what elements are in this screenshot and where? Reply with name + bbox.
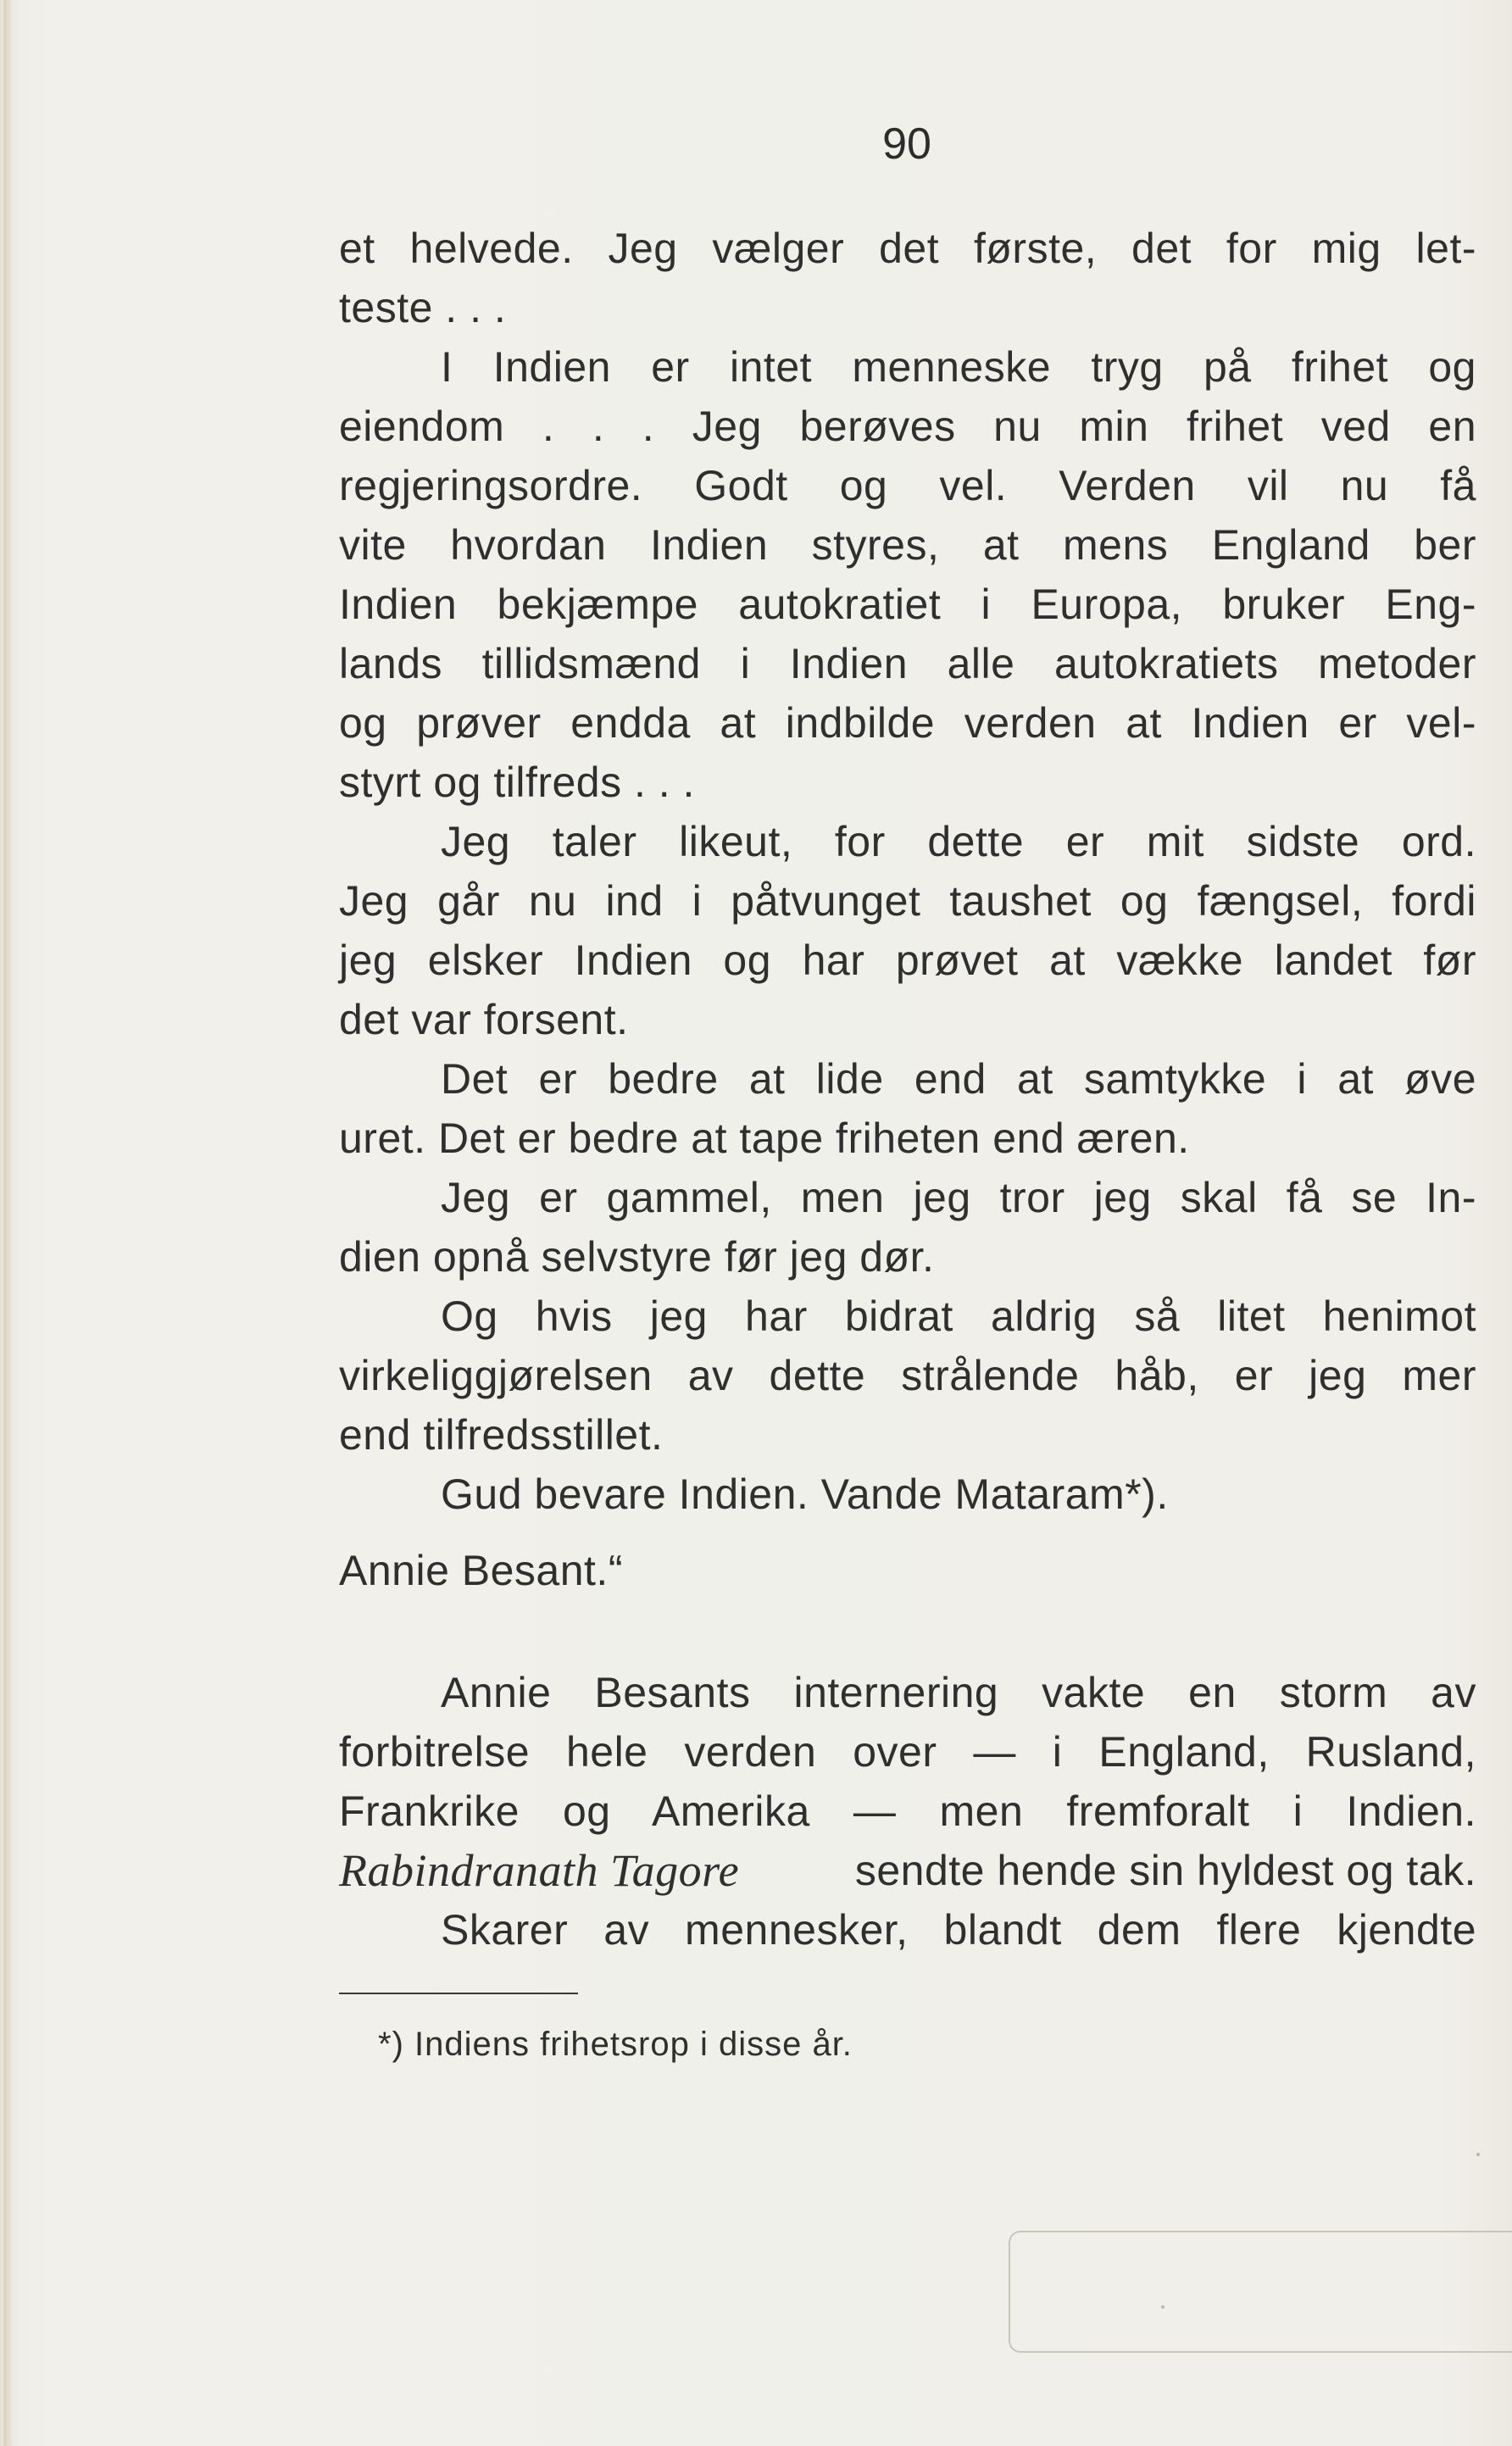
text-line: forbitrelse hele verden over — i England, Rusland,	[339, 1728, 1476, 1776]
text-line: og prøver endda at indbilde verden at Indien er vel-	[339, 699, 1476, 747]
text-line: Frankrike og Amerika — men fremforalt i Indien.	[339, 1787, 1476, 1835]
text-line: vite hvordan Indien styres, at mens England ber	[339, 521, 1476, 569]
text-line: jeg elsker Indien og har prøvet at vække landet før	[339, 937, 1476, 984]
stamp-outline	[1009, 2231, 1512, 2353]
text-line: Det er bedre at lide end at samtykke i at øve	[441, 1055, 1476, 1103]
text-line: Gud bevare Indien. Vande Mataram*).	[441, 1470, 1169, 1518]
text-line: Annie Besants internering vakte en storm av	[441, 1669, 1476, 1716]
footnote-rule	[339, 1993, 578, 1994]
footnote: *) Indiens frihetsrop i disse år.	[378, 2026, 853, 2063]
text-line-rest: sendte hende sin hyldest og tak.	[854, 1847, 1476, 1894]
text-line: Jeg taler likeut, for dette er mit sidste ord.	[441, 818, 1476, 865]
paper-speck	[1476, 2153, 1480, 2156]
text-line: eiendom . . . Jeg berøves nu min frihet ved en	[339, 403, 1476, 450]
text-line: I Indien er intet menneske tryg på frihet og	[441, 343, 1476, 391]
text-line: det var forsent.	[339, 996, 629, 1043]
text-line: uret. Det er bedre at tape friheten end æren.	[339, 1115, 1190, 1162]
text-line: end tilfredsstillet.	[339, 1411, 664, 1459]
text-line-with-italic	[339, 1841, 1476, 1900]
text-line: Skarer av mennesker, blandt dem flere kjendte	[441, 1906, 1476, 1954]
text-line: lands tillidsmænd i Indien alle autokratiets metoder	[339, 640, 1476, 687]
page-number: 90	[882, 120, 931, 169]
signature: Annie Besant.“	[339, 1547, 623, 1594]
text-line: Jeg er gammel, men jeg tror jeg skal få se In-	[441, 1174, 1476, 1221]
paper-speck	[1161, 2305, 1165, 2309]
text-line: dien opnå selvstyre før jeg dør.	[339, 1233, 935, 1281]
text-line: Og hvis jeg har bidrat aldrig så litet henimot	[441, 1292, 1476, 1340]
text-line: teste . . .	[339, 284, 507, 331]
italic-name: Rabindranath Tagore	[339, 1845, 740, 1896]
text-line: virkeliggjørelsen av dette strålende håb, er jeg mer	[339, 1352, 1476, 1399]
text-line: styrt og tilfreds . . .	[339, 759, 695, 806]
text-line: Indien bekjæmpe autokratiet i Europa, bruker Eng-	[339, 581, 1476, 628]
text-line: Jeg går nu ind i påtvunget taushet og fængsel, fordi	[339, 877, 1476, 925]
text-line: et helvede. Jeg vælger det første, det for mig let-	[339, 225, 1476, 272]
text-line: regjeringsordre. Godt og vel. Verden vil nu få	[339, 462, 1476, 509]
book-spine-edge	[3, 0, 12, 2446]
